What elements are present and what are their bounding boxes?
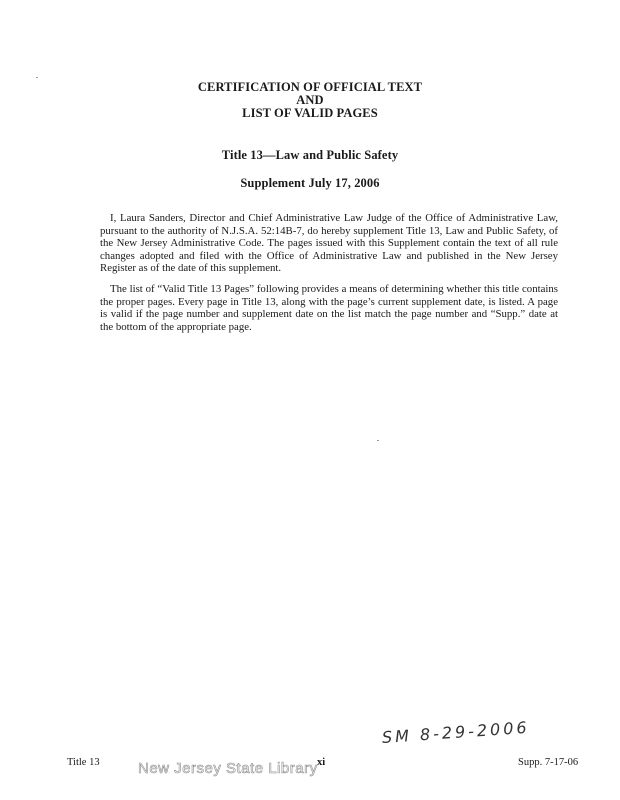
library-stamp: New Jersey State Library	[138, 760, 318, 777]
valid-pages-paragraph: The list of “Valid Title 13 Pages” following provides a means of determining whether this title contains the proper pages. Every page in Title 13, along with the page’s current supplement date, is listed. A page is valid if the page number and supplement date on the list match the page number and “Supp.” date at the bottom of the appropriate page.	[100, 283, 558, 333]
handwritten-note: SM 8-29-2006	[381, 717, 531, 747]
footer-title: Title 13	[67, 757, 100, 768]
certification-heading: CERTIFICATION OF OFFICIAL TEXT	[197, 80, 423, 94]
supplement-date-heading: Supplement July 17, 2006	[240, 176, 380, 190]
valid-pages-heading: LIST OF VALID PAGES	[242, 106, 378, 120]
title-heading: Title 13—Law and Public Safety	[221, 148, 399, 162]
footer-page-number: xi	[317, 757, 326, 768]
certification-paragraph: I, Laura Sanders, Director and Chief Administrative Law Judge of the Office of Administrative Law, pursuant to the authority of N.J.S.A. 52:14B-7, do hereby supplement Title 13, Law and Public Safety, of the New Jersey Administrative Code. The pages issued with this Supplement contain the text of all rule changes adopted and filed with the Office of Administrative Law and published in the New Jersey Register as of the date of this supplement.	[100, 212, 558, 275]
scan-speck	[36, 77, 38, 78]
footer-supplement-date: Supp. 7-17-06	[518, 757, 579, 768]
heading-conjunction: AND	[296, 93, 324, 107]
scan-speck	[377, 440, 379, 441]
